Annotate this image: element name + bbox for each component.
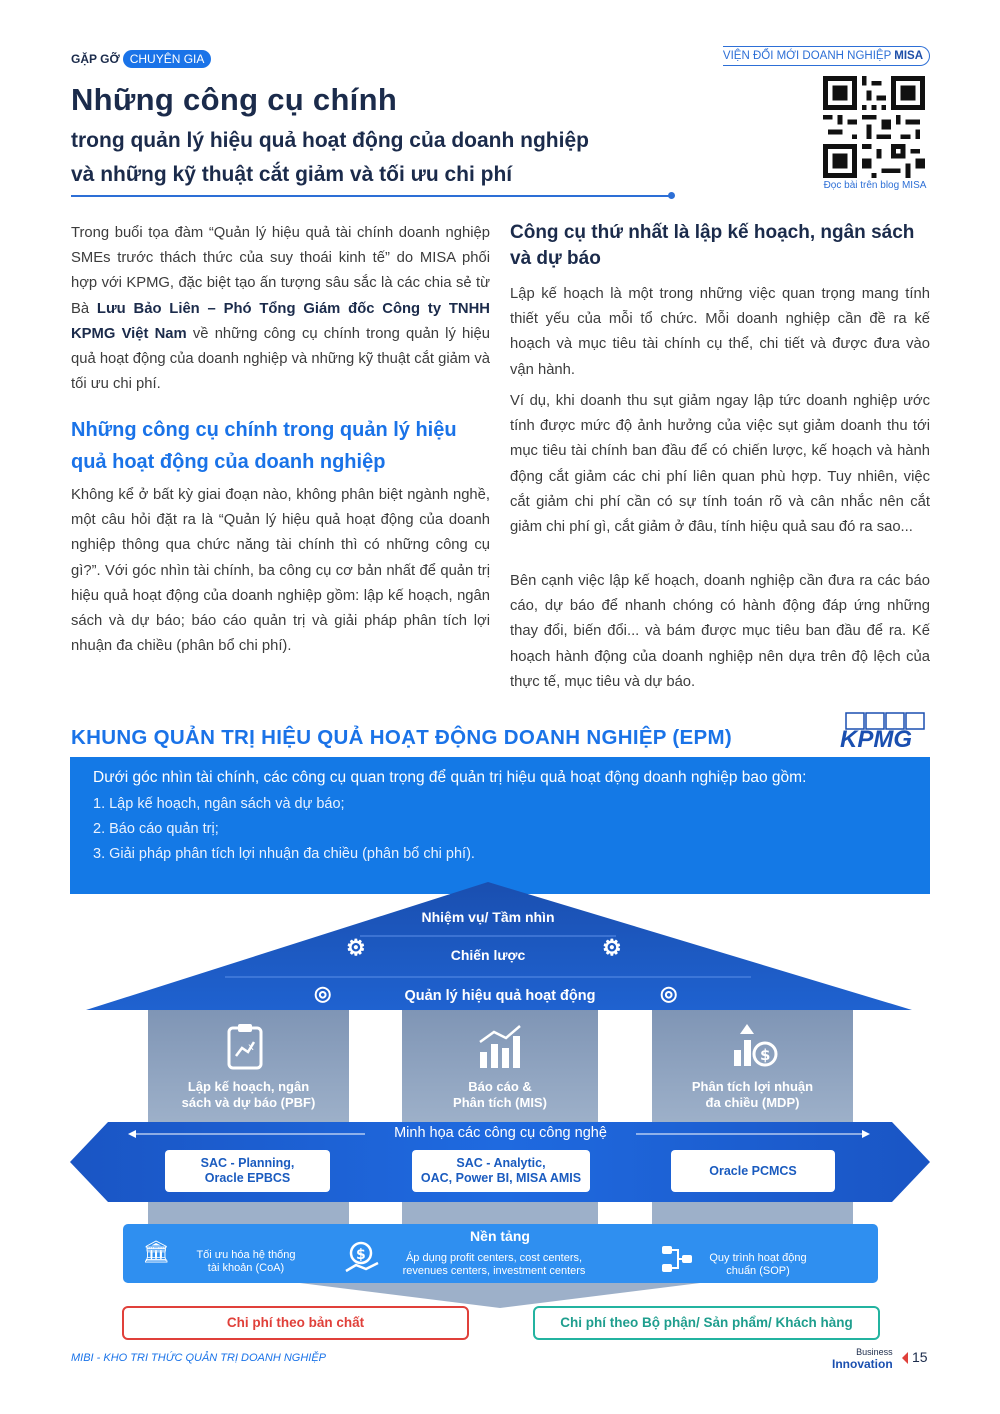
process-flow-icon — [660, 1244, 696, 1274]
institute-name: VIỆN ĐỔI MỚI DOANH NGHIỆP — [722, 50, 892, 62]
footer-brand — [832, 1348, 893, 1371]
footer-brand-top: Business — [856, 1347, 893, 1357]
tool-planning-line-1: SAC - Planning, — [200, 1156, 295, 1170]
roof-performance-label: Quản lý hiệu quả hoạt động — [404, 988, 596, 1004]
pillar-mis-label — [402, 1079, 598, 1111]
pillar-2-base — [402, 1202, 598, 1226]
kicker-text: GẶP GỠ — [71, 52, 120, 66]
planning-paragraph-3: Bên cạnh việc lập kế hoạch, doanh nghiệp cần đưa ra các báo cáo, dự báo để nhanh chóng có hành động đáp ứng những thay đổi, biến đổi... và bám được mục tiêu ban đầu để ra. Kế hoạch hành động của doanh nghiệp nên dựa trên độ lệch của thực tế, mục tiêu và dự báo. — [510, 573, 930, 690]
epm-box-item-2: 2. Báo cáo quản trị; — [93, 821, 219, 837]
gears-icon-right: ⚙ — [602, 935, 622, 960]
epm-box-item-3: 3. Giải pháp phân tích lợi nhuận đa chiều (phân bổ chi phí). — [93, 846, 475, 862]
pillar-1-base — [148, 1202, 349, 1226]
section-kicker — [71, 50, 211, 68]
tools-paragraph: Không kể ở bất kỳ giai đoạn nào, không phân biệt ngành nghề, một câu hỏi đặt ra là “Quản lý hiệu quả hoạt động của doanh nghiệp thông qua chức năng tài chính thì có những công cụ gì?”. Với góc nhìn tài chính, ba công cụ cơ bản nhất để quản trị hiệu quả hoạt động của doanh nghiệp gồm: lập kế hoạch, ngân sách và dự báo; báo cáo quản trị và giải pháp phân tích lợi nhuận đa chiều (phân bổ chi phí). — [71, 487, 490, 655]
institute-tag — [723, 46, 930, 66]
pillar-mdp-line-1: Phân tích lợi nhuận — [691, 1079, 814, 1094]
roof-strategy-label: Chiến lược — [450, 947, 526, 963]
pillar-pbf-label — [148, 1079, 349, 1111]
foundation-centers-label — [384, 1252, 604, 1278]
page-subtitle — [71, 124, 589, 192]
speaker-name: Lưu Bảo Liên – Phó Tổng Giám đốc Công ty TNHH KPMG Việt Nam — [71, 300, 490, 342]
foundation-sop-line-1: Quy trình hoạt động — [709, 1252, 807, 1264]
pillar-mis-line-1: Báo cáo & — [468, 1079, 532, 1094]
cost-by-segment-box: Chi phí theo Bộ phận/ Sản phẩm/ Khách hàng — [533, 1306, 880, 1340]
bar-chart-icon — [476, 1024, 524, 1070]
tool-box-analytics — [412, 1150, 590, 1192]
title-rule — [71, 195, 671, 197]
foundation-coa-label — [182, 1249, 310, 1275]
dollar-growth-icon — [730, 1020, 780, 1070]
gears-icon-left: ⚙ — [346, 935, 366, 960]
pillar-3-base — [652, 1202, 853, 1226]
foundation-centers-line-2: revenues centers, investment centers — [402, 1265, 586, 1277]
svg-text:$: $ — [356, 1247, 366, 1263]
kpmg-logo-text: KPMG — [840, 726, 912, 750]
epm-intro-box — [70, 757, 930, 894]
tool-pcmcs-label: Oracle PCMCS — [709, 1163, 797, 1178]
bank-icon: 🏛 — [142, 1239, 170, 1264]
title-rule-dot — [668, 192, 675, 199]
tool-analytics-line-1: SAC - Analytic, — [456, 1156, 546, 1170]
institute-brand: MISA — [894, 50, 923, 62]
roof-mission-label: Nhiệm vụ/ Tầm nhìn — [421, 909, 555, 925]
epm-title: KHUNG QUẢN TRỊ HIỆU QUẢ HOẠT ĐỘNG DOANH NGHIỆP (EPM) — [71, 726, 732, 749]
epm-house-diagram — [0, 880, 1000, 1360]
planning-paragraph-2: Ví dụ, khi doanh thu sụt giảm ngay lập tức doanh nghiệp ước tính được mức độ ảnh hưởng của việc sụt giảm doanh thu tới mục tiêu tài chính ban đầu để có chiến lược, kế hoạch và hành động cắt giảm các chi phí liên quan phù hợp. Tuy nhiên, việc cắt giảm chi phí cần có sự tính toán rõ và cân nhắc nên cắt giảm chi phí gì, cắt giảm ở đâu, tính hiệu quả sau đó ra sao... — [510, 393, 930, 536]
subtitle-line-1: trong quản lý hiệu quả hoạt động của doanh nghiệp — [71, 129, 589, 152]
footer-publication: MIBI - KHO TRI THỨC QUẢN TRỊ DOANH NGHIỆP — [71, 1352, 327, 1364]
section-heading-tools: Những công cụ chính trong quản lý hiệu quả hoạt động của doanh nghiệp — [71, 419, 457, 473]
epm-box-lead: Dưới góc nhìn tài chính, các công cụ quan trọng để quản trị hiệu quả hoạt động doanh nghiệp bao gồm: — [93, 769, 807, 786]
money-hand-icon — [344, 1241, 382, 1277]
tool-box-planning — [165, 1150, 330, 1192]
qr-code[interactable] — [822, 76, 926, 178]
tool-planning-line-2: Oracle EPBCS — [204, 1171, 291, 1185]
page-number: 15 — [912, 1349, 928, 1365]
footer-brand-bottom: Innovation — [832, 1357, 893, 1371]
clipboard-plan-icon — [226, 1022, 264, 1070]
foundation-sop-line-2: chuẩn (SOP) — [726, 1265, 790, 1277]
foundation-coa-line-2: tài khoản (CoA) — [207, 1262, 285, 1274]
svg-text:x: x — [248, 1042, 254, 1053]
kpmg-logo — [838, 712, 930, 750]
epm-box-item-1: 1. Lập kế hoạch, ngân sách và dự báo; — [93, 796, 345, 812]
target-icon-left: ◎ — [314, 983, 332, 1005]
intro-text-b: về những công cụ chính trong quản lý hiệu quả hoạt động của doanh nghiệp và những kỹ thuật cắt giảm và tối ưu chi phí. — [71, 325, 490, 393]
subtitle-line-2: và những kỹ thuật cắt giảm và tối ưu chi phí — [71, 163, 513, 186]
planning-paragraph-1: Lập kế hoạch là một trong những việc quan trọng mang tính thiết yếu của mỗi tổ chức. Mỗi doanh nghiệp cần đề ra kế hoạch và mục tiêu tài chính cụ thể, chi tiết và được đưa vào vận hành. — [510, 286, 930, 378]
tech-band-label: Minh họa các công cụ công nghệ — [394, 1125, 607, 1141]
section-heading-first-tool: Công cụ thứ nhất là lập kế hoạch, ngân sách và dự báo — [510, 222, 915, 269]
foundation-title: Nền tảng — [470, 1228, 530, 1244]
pillar-mdp-line-2: đa chiều (MDP) — [705, 1095, 800, 1110]
footer-chevron-icon — [902, 1352, 908, 1364]
qr-caption: Đọc bài trên blog MISA — [823, 180, 927, 191]
target-icon-right: ◎ — [660, 983, 678, 1005]
intro-paragraph — [71, 221, 490, 397]
foundation-coa-line-1: Tối ưu hóa hệ thống — [196, 1249, 296, 1261]
foundation-sop-label — [696, 1252, 820, 1278]
pillar-pbf-line-2: sách và dự báo (PBF) — [181, 1095, 316, 1110]
pillar-mis-line-2: Phân tích (MIS) — [453, 1095, 547, 1110]
cost-by-nature-box: Chi phí theo bản chất — [122, 1306, 469, 1340]
foundation-centers-line-1: Áp dụng profit centers, cost centers, — [405, 1252, 583, 1264]
tool-analytics-line-2: OAC, Power BI, MISA AMIS — [420, 1171, 582, 1185]
svg-text:$: $ — [760, 1046, 771, 1064]
intro-text-a: Trong buổi tọa đàm “Quản lý hiệu quả tài chính doanh nghiệp SMEs trước thách thức của suy thoái kinh tế” do MISA phối hợp với KPMG, đặc biệt tạo ấn tượng sâu sắc là các chia sẻ từ Bà — [71, 225, 490, 317]
page-title: Những công cụ chính — [71, 82, 398, 117]
kicker-pill: CHUYÊN GIA — [123, 50, 212, 68]
pillar-mdp-label — [652, 1079, 853, 1111]
foundation-arrow — [300, 1283, 700, 1308]
tool-box-pcmcs — [671, 1150, 835, 1192]
pillar-pbf-line-1: Lập kế hoạch, ngân — [187, 1079, 310, 1094]
